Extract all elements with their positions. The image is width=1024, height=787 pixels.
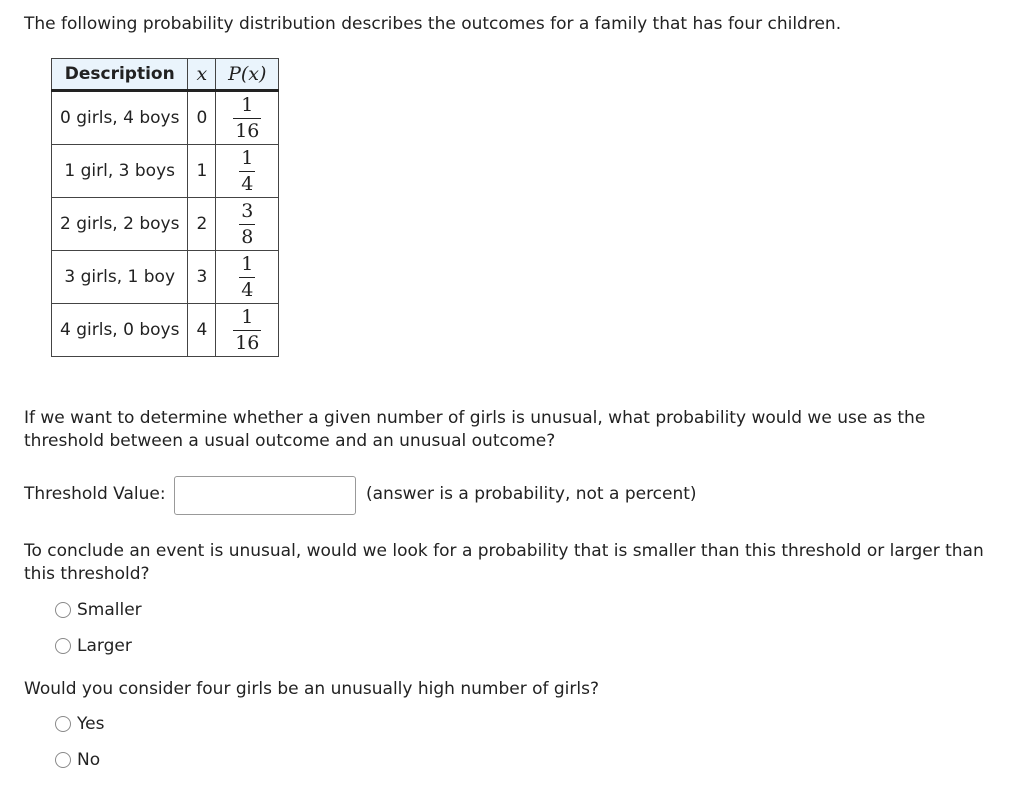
fraction-bar (239, 171, 255, 172)
denominator: 4 (241, 172, 254, 195)
fraction (239, 254, 255, 301)
numerator: 3 (241, 199, 254, 222)
header-description: Description (52, 59, 188, 91)
numerator: 1 (241, 146, 254, 169)
question-direction: To conclude an event is unusual, would we look for a probability that is smaller than this threshold or larger than this threshold? (24, 541, 984, 584)
option-label: Yes (77, 714, 105, 734)
option-label: Smaller (77, 600, 142, 620)
denominator: 16 (235, 119, 260, 142)
table-row (52, 198, 279, 251)
row-description: 3 girls, 1 boy (52, 251, 188, 304)
table-row (52, 91, 279, 145)
fraction-bar (233, 330, 261, 331)
threshold-input[interactable] (174, 476, 356, 515)
option-yes[interactable] (55, 714, 104, 734)
denominator: 16 (235, 331, 260, 354)
row-probability (216, 91, 279, 145)
header-px: P(x) (216, 59, 279, 91)
row-description: 4 girls, 0 boys (52, 304, 188, 357)
row-x: 4 (188, 304, 216, 357)
question-threshold: If we want to determine whether a given number of girls is unusual, what probability would we use as the threshold between a usual outcome and an unusual outcome? (24, 408, 926, 451)
intro-text: The following probability distribution describes the outcomes for a family that has four children. (24, 14, 842, 34)
fraction (233, 95, 261, 142)
table-row (52, 145, 279, 198)
row-description: 0 girls, 4 boys (52, 91, 188, 145)
question-four-girls: Would you consider four girls be an unusually high number of girls? (24, 679, 599, 699)
row-probability (216, 198, 279, 251)
table-row (52, 251, 279, 304)
probability-table (51, 58, 279, 357)
fraction (233, 307, 261, 354)
row-x: 0 (188, 91, 216, 145)
option-larger[interactable] (55, 636, 132, 656)
option-label: Larger (77, 636, 132, 656)
numerator: 1 (241, 305, 254, 328)
fraction (239, 148, 255, 195)
radio-no[interactable] (55, 752, 71, 768)
radio-larger[interactable] (55, 638, 71, 654)
fraction-bar (233, 118, 261, 119)
fraction-bar (239, 224, 255, 225)
radio-smaller[interactable] (55, 602, 71, 618)
option-label: No (77, 750, 101, 770)
table-row (52, 304, 279, 357)
fraction-bar (239, 277, 255, 278)
row-x: 2 (188, 198, 216, 251)
denominator: 4 (241, 278, 254, 301)
row-description: 1 girl, 3 boys (52, 145, 188, 198)
numerator: 1 (241, 93, 254, 116)
row-x: 1 (188, 145, 216, 198)
row-probability (216, 304, 279, 357)
fraction (239, 201, 255, 248)
option-no[interactable] (55, 750, 100, 770)
numerator: 1 (241, 252, 254, 275)
option-smaller[interactable] (55, 600, 142, 620)
header-x: x (188, 59, 216, 91)
row-x: 3 (188, 251, 216, 304)
denominator: 8 (241, 225, 254, 248)
threshold-label: Threshold Value: (24, 484, 166, 504)
row-description: 2 girls, 2 boys (52, 198, 188, 251)
row-probability (216, 251, 279, 304)
threshold-note: (answer is a probability, not a percent) (366, 484, 697, 504)
table-header-row (52, 59, 279, 91)
radio-yes[interactable] (55, 716, 71, 732)
row-probability (216, 145, 279, 198)
